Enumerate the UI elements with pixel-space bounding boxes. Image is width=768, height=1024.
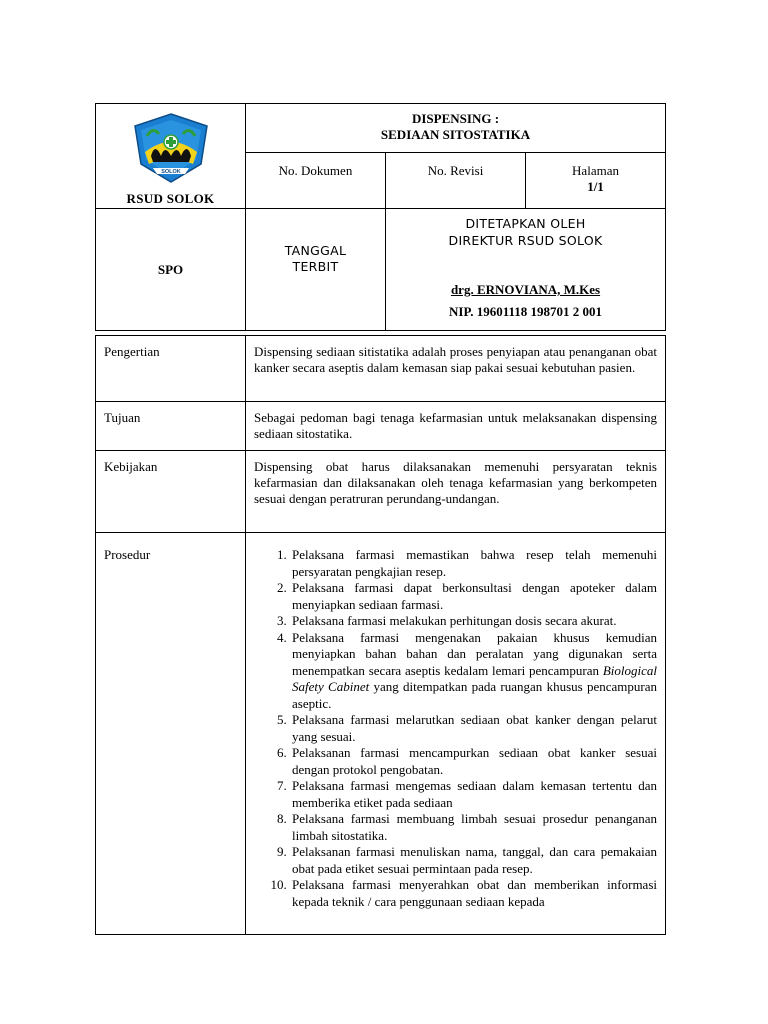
revision-label: No. Revisi [427,163,484,178]
issue-date-cell [246,209,386,331]
prosedur-item: 7. Pelaksana farmasi mengemas sediaan dalam kemasan tertentu dan memberika etiket pada sediaan [290,778,657,811]
prosedur-item-4-text: Pelaksana farmasi mengenakan pakaian khusus kemudian menyiapkan bahan bahan dan peralatan yang digunakan serta menempatkan secara aseptis kedalam lemari pencampuran [292,629,657,678]
prosedur-item: 8. Pelaksana farmasi membuang limbah sesuai prosedur penanganan limbah sitostatika. [290,811,657,844]
prosedur-item: 6. Pelaksanan farmasi mencampurkan sediaan obat kanker sesuai dengan protokol pengobatan. [290,745,657,778]
prosedur-item: 10. Pelaksana farmasi menyerahkan obat dan memberikan informasi kepada teknik / cara penggunaan sediaan kepada [290,877,657,910]
prosedur-item [290,630,657,713]
issue-date-line-2: TERBIT [292,259,339,274]
logo-text: SOLOK [160,169,181,175]
header-table [95,103,666,331]
logo-cell [96,104,246,209]
kebijakan-label: Kebijakan [96,451,246,533]
tujuan-label: Tujuan [96,402,246,451]
prosedur-item: 2. Pelaksana farmasi dapat berkonsultasi dengan apoteker dalam menyiapkan sediaan farmasi. [290,580,657,613]
doc-number-label: No. Dokumen [278,163,353,178]
prosedur-item: 9. Pelaksanan farmasi menuliskan nama, tanggal, dan cara pemakaian obat pada etiket sesuai permintaan pada resep. [290,844,657,877]
page-cell [526,153,666,209]
tujuan-text: Sebagai pedoman bagi tenaga kefarmasian untuk melaksanakan dispensing sediaan sitostatika. [246,402,666,451]
doc-number-cell [246,153,386,209]
prosedur-cell [246,533,666,935]
prosedur-item-4-tail: yang ditempatkan pada ruangan khusus pencampuran aseptic. [292,679,657,711]
page-value: 1/1 [587,179,604,194]
title-line-2: SEDIAAN SITOSTATIKA [380,127,531,142]
page-label: Halaman [572,163,619,178]
approval-cell [386,209,666,331]
approved-by-line-1: DITETAPKAN OLEH [465,216,586,231]
director-nip: NIP. 19601118 198701 2 001 [449,304,603,319]
prosedur-list [254,547,657,910]
prosedur-item: 1. Pelaksana farmasi memastikan bahwa resep telah memenuhi persyaratan pengkajian resep. [290,547,657,580]
pengertian-text: Dispensing sediaan sitistatika adalah proses penyiapan atau penanganan obat kanker secara aseptis dalam kemasan siap pakai sesuai kebutuhan pasien. [246,336,666,402]
director-name: drg. ERNOVIANA, M.Kes [450,282,601,297]
prosedur-label: Prosedur [96,533,246,935]
pengertian-label: Pengertian [96,336,246,402]
title-line-1: DISPENSING : [411,111,500,126]
document-title [246,104,666,153]
issue-date-line-1: TANGGAL [284,243,347,258]
prosedur-item: 5. Pelaksana farmasi melarutkan sediaan obat kanker dengan pelarut yang sesuai. [290,712,657,745]
kebijakan-text: Dispensing obat harus dilaksanakan memenuhi persyaratan teknis kefarmasian dan dilaksanakan oleh tenaga kefarmasian yang berkompeten sesuai dengan peratruran perundang-undangan. [246,451,666,533]
prosedur-item: 3. Pelaksana farmasi melakukan perhitungan dosis secara akurat. [290,613,657,630]
rsud-solok-logo [131,112,211,184]
spo-label: SPO [96,209,246,331]
spo-document [95,103,665,943]
hospital-name: RSUD SOLOK [126,191,215,206]
content-table [95,335,666,935]
approved-by-line-2: DIREKTUR RSUD SOLOK [448,233,603,248]
revision-cell [386,153,526,209]
prosedur-item-4-italic: Biological Safety Cabinet [292,662,658,694]
